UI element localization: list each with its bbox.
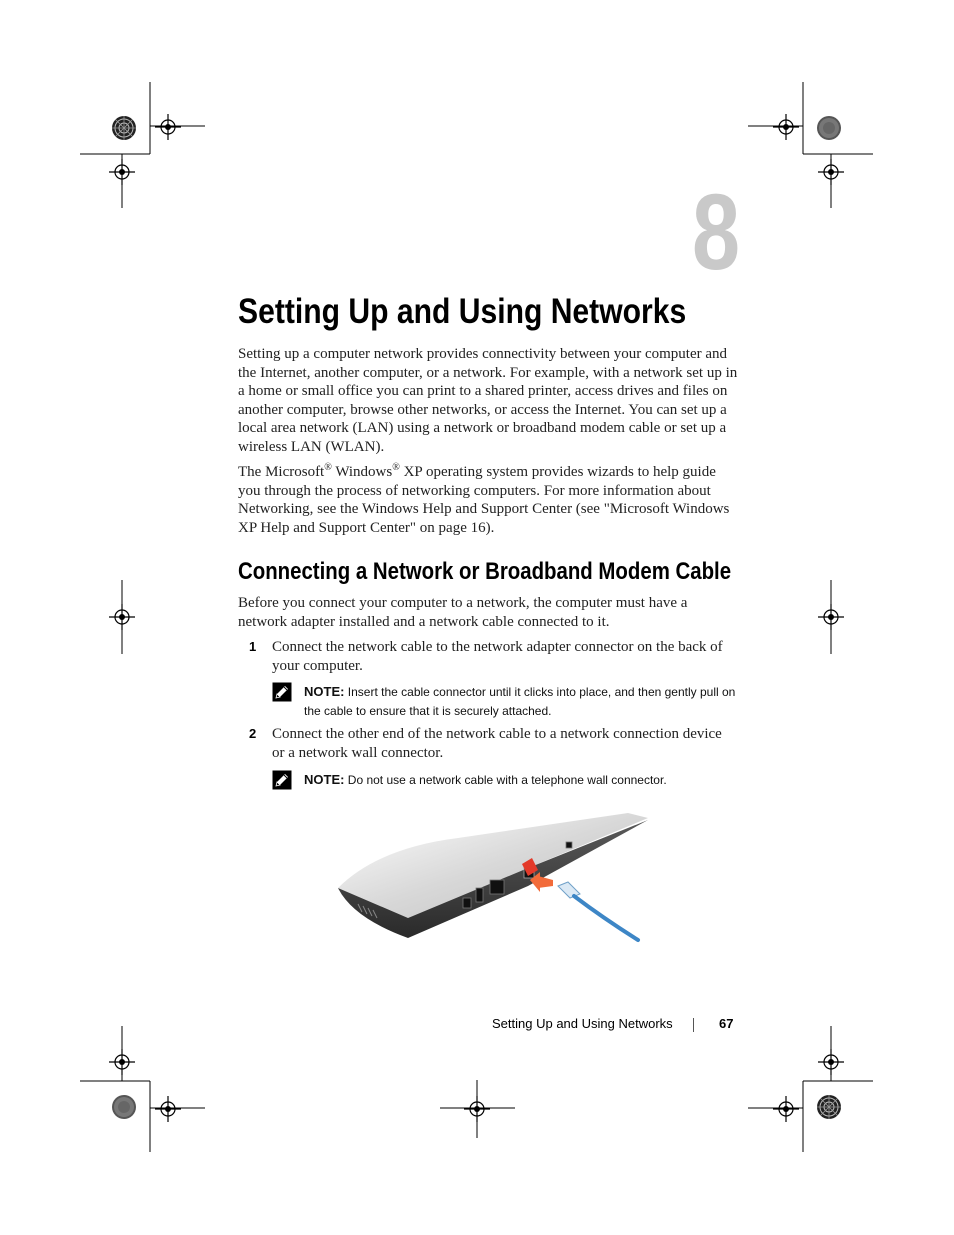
network-cable xyxy=(574,896,638,940)
laptop-lid xyxy=(338,813,648,918)
intro-paragraph-1: Setting up a computer network provides connectivity between your computer and the Internet, another computer, or a network. For example, with a network set up in a home or small office you can print to a shared printer, access drives and files on another computer, browse other networks, or access the Internet. You can set up a local area network (LAN) using a network or broadband modem cable or set up a wireless LAN (WLAN). xyxy=(238,346,738,455)
note-text: NOTE: Do not use a network cable with a telephone wall connector. xyxy=(304,772,667,787)
usb-port xyxy=(476,888,483,902)
footer-divider xyxy=(693,1018,694,1032)
note-pencil-icon xyxy=(272,682,292,702)
chapter-number: 8 xyxy=(691,171,741,292)
power-port xyxy=(463,898,471,908)
intro-paragraph-2: The Microsoft® Windows® XP operating system provides wizards to help guide you through the process of networking computers. For more information about Networking, see the Windows Help and Support Center (see "Microsoft Windows XP Help and Support Center" on page 16). xyxy=(238,462,730,536)
step-number: 1 xyxy=(249,639,257,654)
note-text: NOTE: Insert the cable connector until it clicks into place, and then gently pull on the cable to ensure that it is securely attached. xyxy=(304,684,736,718)
note-pencil-icon xyxy=(272,770,292,790)
step-text: Connect the network cable to the network adapter connector on the back of your computer. xyxy=(272,639,723,674)
page-number: 67 xyxy=(719,1016,734,1031)
laptop-network-cable-illustration xyxy=(318,808,658,948)
footer-chapter-title: Setting Up and Using Networks xyxy=(492,1016,673,1031)
section-title: Connecting a Network or Broadband Modem Cable xyxy=(238,558,732,585)
step-text: Connect the other end of the network cable to a network connection device or a network wall connector. xyxy=(272,726,722,761)
vga-port xyxy=(490,880,504,894)
section-intro: Before you connect your computer to a network, the computer must have a network adapter installed and a network cable connected to it. xyxy=(238,595,688,630)
chapter-title: Setting Up and Using Networks xyxy=(238,292,687,331)
step-number: 2 xyxy=(249,726,257,741)
